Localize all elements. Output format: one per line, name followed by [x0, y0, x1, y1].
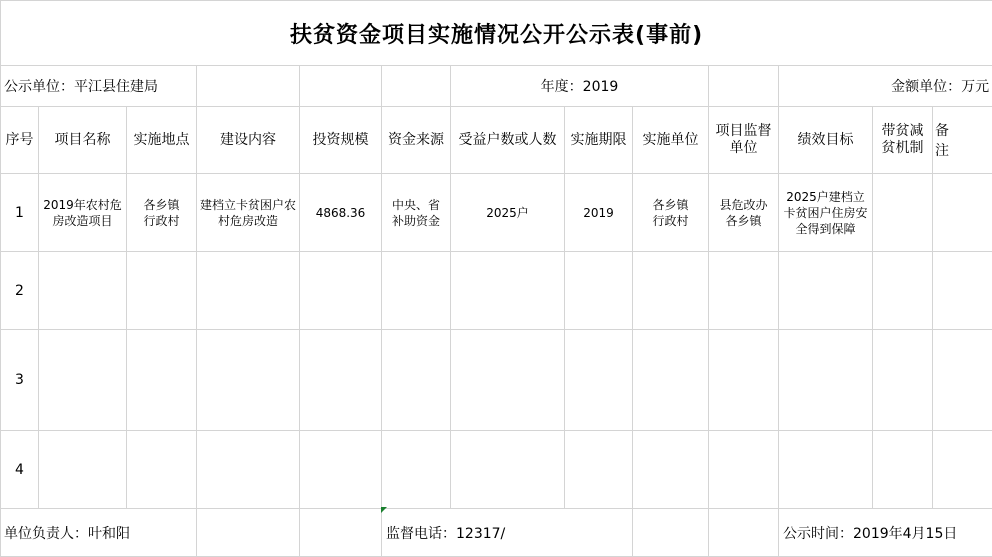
row-location: 各乡镇行政村	[127, 174, 197, 252]
header-location: 实施地点	[127, 107, 197, 174]
header-fund-source: 资金来源	[382, 107, 451, 174]
year-label: 年度：2019	[451, 66, 709, 107]
row-seq: 3	[1, 330, 39, 431]
cell-comment-marker-icon	[381, 507, 387, 513]
header-seq: 序号	[1, 107, 39, 174]
row-scale: 4868.36	[300, 174, 382, 252]
row-supervisor: 县危改办各乡镇	[709, 174, 779, 252]
table-title: 扶贫资金项目实施情况公开公示表(事前)	[1, 1, 992, 66]
row-implementer: 各乡镇行政村	[633, 174, 709, 252]
header-goal: 绩效目标	[779, 107, 873, 174]
publishing-unit: 公示单位：平江县住建局	[1, 66, 197, 107]
title-row	[1, 1, 992, 66]
row-content: 建档立卡贫困户农村危房改造	[197, 174, 300, 252]
footer-row	[1, 509, 992, 557]
row-mechanism	[873, 174, 933, 252]
row-seq: 1	[1, 174, 39, 252]
row-seq: 4	[1, 431, 39, 509]
publish-date: 公示时间：2019年4月15日	[779, 509, 992, 557]
table-row	[1, 252, 992, 330]
table-row	[1, 431, 992, 509]
header-implementer: 实施单位	[633, 107, 709, 174]
header-period: 实施期限	[565, 107, 633, 174]
row-goal: 2025户建档立卡贫困户住房安全得到保障	[779, 174, 873, 252]
header-supervisor: 项目监督单位	[709, 107, 779, 174]
header-mechanism: 带贫减贫机制	[873, 107, 933, 174]
supervision-phone: 监督电话：12317/	[382, 509, 633, 557]
header-scale: 投资规模	[300, 107, 382, 174]
amount-unit-label: 金额单位：万元	[779, 66, 992, 107]
header-note-char2: 注	[935, 140, 949, 160]
row-beneficiaries: 2025户	[451, 174, 565, 252]
header-note-char1: 备	[935, 120, 949, 140]
row-note	[933, 174, 992, 252]
header-row	[1, 107, 992, 174]
row-period: 2019	[565, 174, 633, 252]
header-content: 建设内容	[197, 107, 300, 174]
row-fund-source: 中央、省补助资金	[382, 174, 451, 252]
meta-row	[1, 66, 992, 107]
table-row	[1, 330, 992, 431]
responsible-person: 单位负责人：叶和阳	[1, 509, 197, 557]
header-note	[933, 107, 992, 174]
row-project-name: 2019年农村危房改造项目	[39, 174, 127, 252]
row-seq: 2	[1, 252, 39, 330]
table-row	[1, 174, 992, 252]
header-project-name: 项目名称	[39, 107, 127, 174]
header-beneficiaries: 受益户数或人数	[451, 107, 565, 174]
